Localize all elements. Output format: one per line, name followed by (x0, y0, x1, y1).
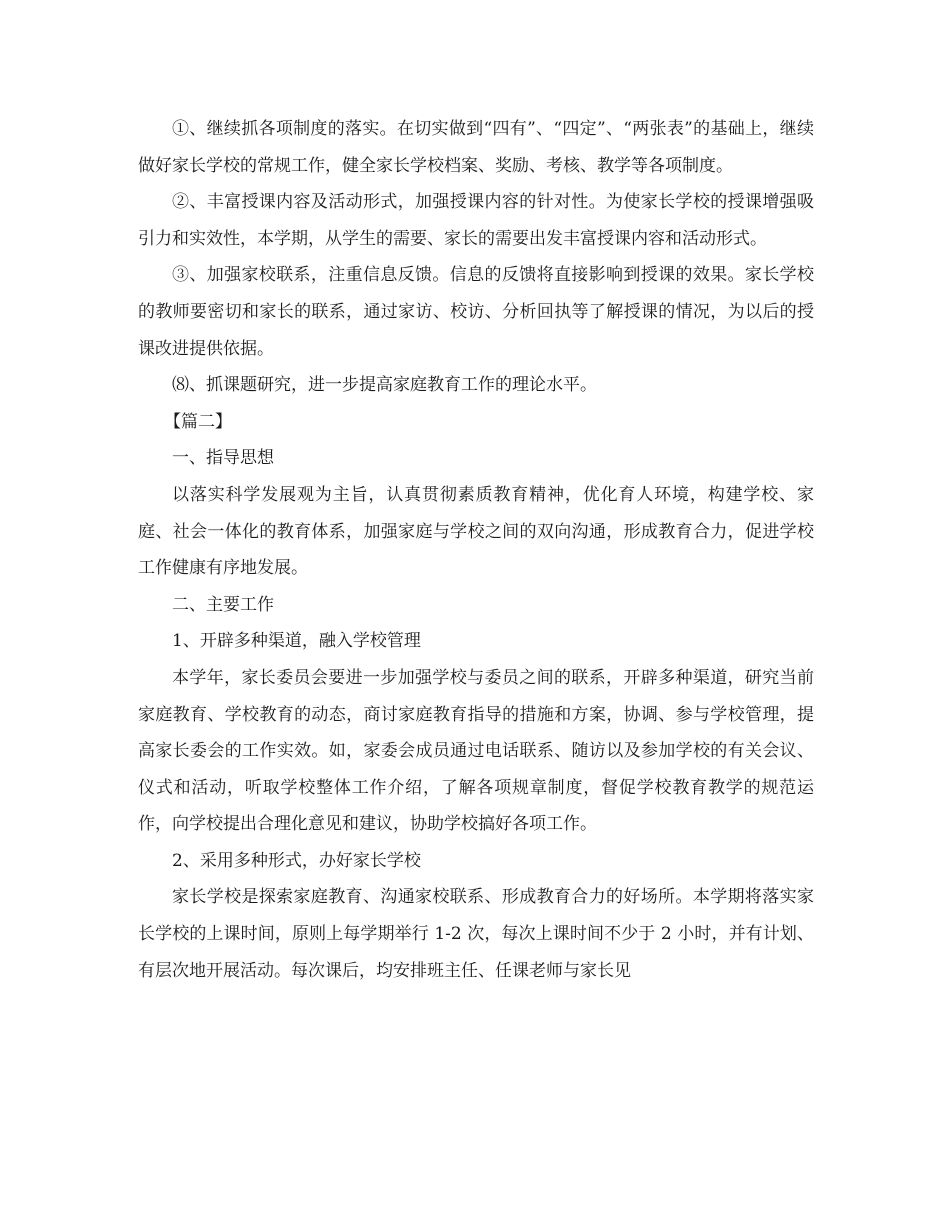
heading-guiding-thought: 一、指导思想 (172, 448, 274, 469)
heading-main-work: 二、主要工作 (172, 594, 274, 615)
paragraph-work-item-1: 本学年，家长委员会要进一步加强学校与委员之间的联系，开辟多种渠道，研究当前家庭教育、学校教育的动态，商讨家庭教育指导的措施和方案，协调、参与学校管理，提高家长委会的工作实效。如，家委会成员通过电话联系、随访以及参加学校的有关会议、仪式和活动，听取学校整体工作介绍，了解各项规章制度，督促学校教育教学的规范运作，向学校提出合理化意见和建议，协助学校搞好各项工作。 (138, 667, 814, 835)
section-heading-part-two: 【篇二】 (164, 411, 232, 432)
paragraph-guiding-thought: 以落实科学发展观为主旨，认真贯彻素质教育精神，优化育人环境，构建学校、家庭、社会一体化的教育体系，加强家庭与学校之间的双向沟通，形成教育合力，促进学校工作健康有序地发展。 (138, 484, 814, 579)
paragraph-item-3: ③、加强家校联系，注重信息反馈。信息的反馈将直接影响到授课的效果。家长学校的教师要密切和家长的联系，通过家访、校访、分析回执等了解授课的情况，为以后的授课改进提供依据。 (138, 265, 814, 359)
document-body (138, 111, 814, 989)
heading-work-item-1: 1、开辟多种渠道，融入学校管理 (172, 631, 421, 652)
paragraph-item-4: ⑻、抓课题研究，进一步提高家庭教育工作的理论水平。 (172, 375, 597, 396)
paragraph-item-1: ①、继续抓各项制度的落实。在切实做到“四有”、“四定”、“两张表”的基础上，继续做好家长学校的常规工作，健全家长学校档案、奖励、考核、教学等各项制度。 (138, 119, 814, 176)
paragraph-work-item-2: 家长学校是探索家庭教育、沟通家校联系、形成教育合力的好场所。本学期将落实家长学校的上课时间，原则上每学期举行 1-2 次，每次上课时间不少于 2 小时，并有计划、有层次地开展活动。每次课后，均安排班主任、任课老师与家长见 (138, 887, 814, 981)
paragraph-item-2: ②、丰富授课内容及活动形式，加强授课内容的针对性。为使家长学校的授课增强吸引力和实效性，本学期，从学生的需要、家长的需要出发丰富授课内容和活动形式。 (138, 192, 814, 249)
heading-work-item-2: 2、采用多种形式，办好家长学校 (172, 850, 421, 871)
